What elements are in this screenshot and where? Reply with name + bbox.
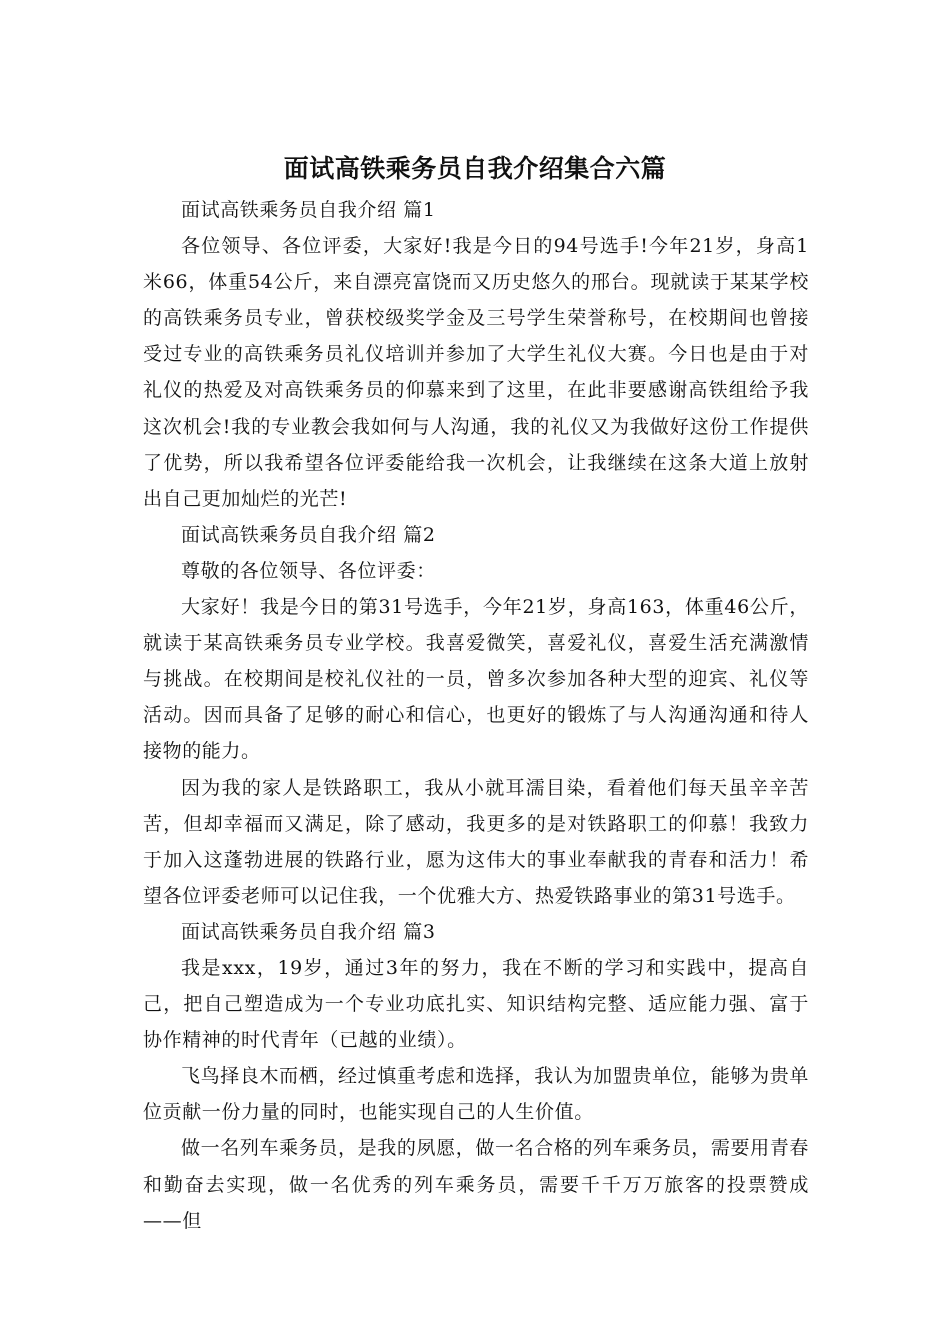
section-heading-1: 面试高铁乘务员自我介绍 篇1 xyxy=(181,199,436,221)
paragraph: 尊敬的各位领导、各位评委： xyxy=(181,559,436,582)
document-body xyxy=(143,192,809,1239)
section-heading-3: 面试高铁乘务员自我介绍 篇3 xyxy=(181,920,436,943)
section-heading-2: 面试高铁乘务员自我介绍 篇2 xyxy=(181,523,436,546)
paragraph: 因为我的家人是铁路职工，我从小就耳濡目染，看着他们每天虽辛辛苦苦，但却幸福而又满足，除了感动，我更多的是对铁路职工的仰慕！我致力于加入这蓬勃进展的铁路行业，愿为这伟大的事业奉献我的青春和活力！希望各位评委老师可以记住我，一个优雅大方、热爱铁路事业的第31号选手。 xyxy=(143,776,809,907)
paragraph: 做一名列车乘务员，是我的夙愿，做一名合格的列车乘务员，需要用青春和勤奋去实现，做一名优秀的列车乘务员，需要千千万万旅客的投票赞成——但 xyxy=(143,1137,809,1232)
paragraph: 大家好！我是今日的第31号选手，今年21岁，身高163，体重46公斤，就读于某高铁乘务员专业学校。我喜爱微笑，喜爱礼仪，喜爱生活充满激情与挑战。在校期间是校礼仪社的一员，曾多次参加各种大型的迎宾、礼仪等活动。因而具备了足够的耐心和信心，也更好的锻炼了与人沟通沟通和待人接物的能力。 xyxy=(143,596,809,763)
paragraph: 飞鸟择良木而栖，经过慎重考虑和选择，我认为加盟贵单位，能够为贵单位贡献一份力量的同时，也能实现自己的人生价值。 xyxy=(143,1065,809,1124)
paragraph: 各位领导、各位评委，大家好!我是今日的94号选手!今年21岁，身高1米66，体重54公斤，来自漂亮富饶而又历史悠久的邢台。现就读于某某学校的高铁乘务员专业，曾获校级奖学金及三号学生荣誉称号，在校期间也曾接受过专业的高铁乘务员礼仪培训并参加了大学生礼仪大赛。今日也是由于对礼仪的热爱及对高铁乘务员的仰慕来到了这里，在此非要感谢高铁组给予我这次机会!我的专业教会我如何与人沟通，我的礼仪又为我做好这份工作提供了优势，所以我希望各位评委能给我一次机会，让我继续在这条大道上放射出自己更加灿烂的光芒! xyxy=(143,235,809,510)
document-title: 面试高铁乘务员自我介绍集合六篇 xyxy=(283,154,667,183)
paragraph: 我是xxx，19岁，通过3年的努力，我在不断的学习和实践中，提高自己，把自己塑造成为一个专业功底扎实、知识结构完整、适应能力强、富于协作精神的时代青年（已越的业绩）。 xyxy=(143,956,809,1052)
